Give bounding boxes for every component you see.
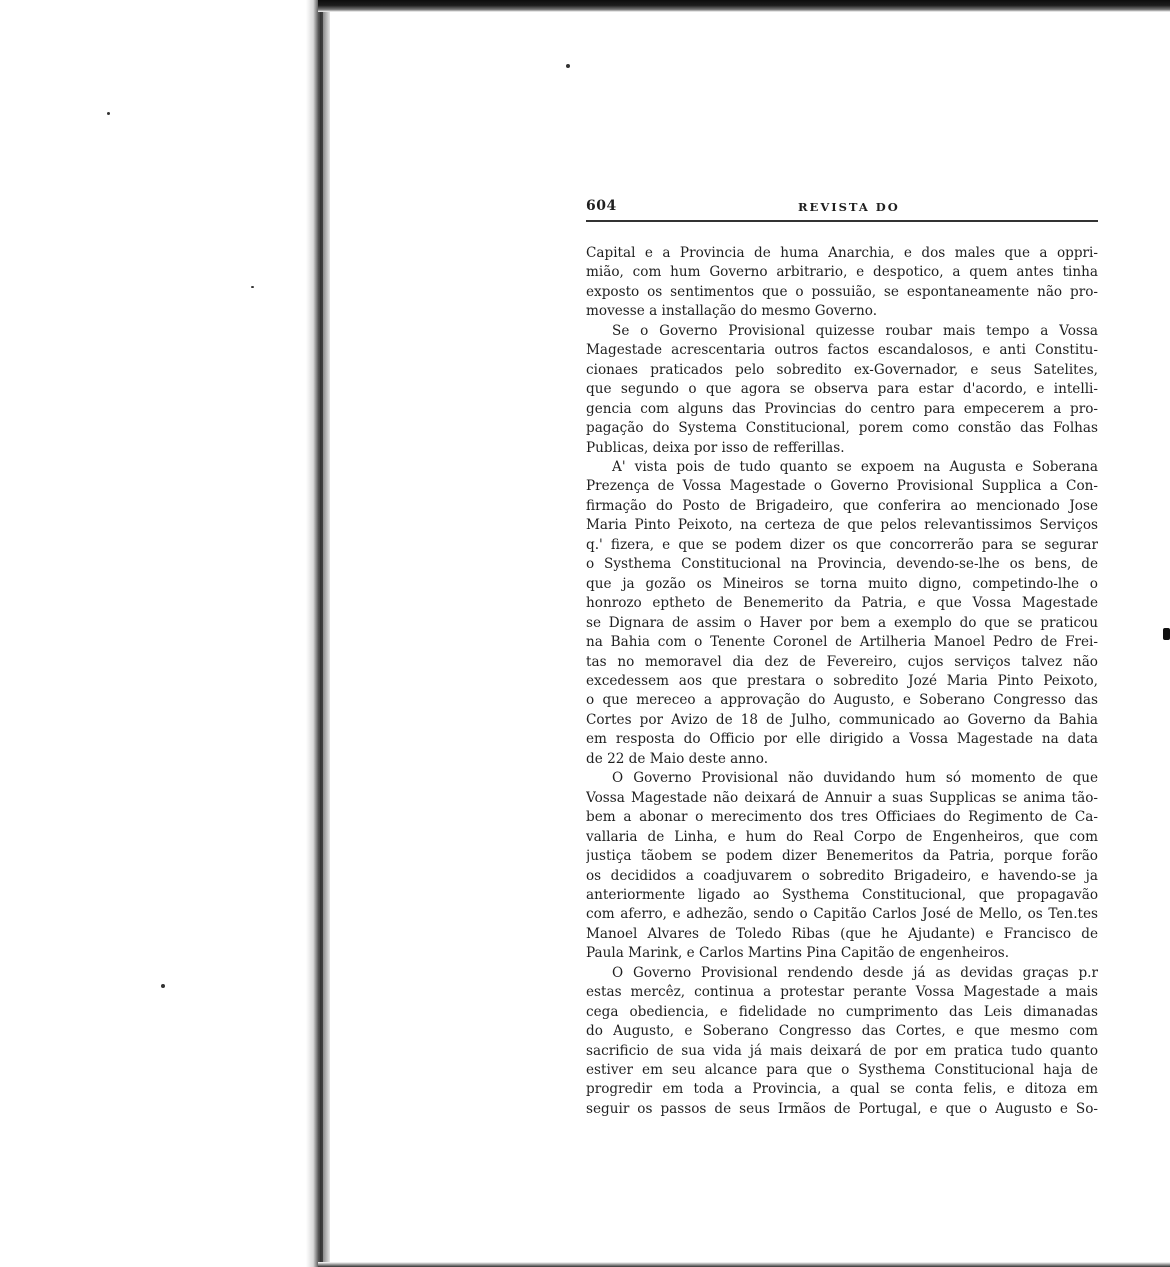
text-line: sacrificio de sua vida já mais deixará de por em pratica tudo quanto: [586, 1042, 1098, 1059]
text-line: Magestade acrescentaria outros factos escandalosos, e anti Constitu-: [586, 342, 1098, 359]
text-line: anteriormente ligado ao Systhema Constitucional, que propagavão: [586, 886, 1098, 903]
text-line: que ja gozão os Mineiros se torna muito digno, competindo-lhe o: [586, 575, 1098, 592]
text-line: na Bahia com o Tenente Coronel de Artilheria Manoel Pedro de Frei-: [586, 634, 1098, 651]
text-line: O Governo Provisional rendendo desde já as devidas graças p.r: [612, 964, 1098, 981]
text-line: excedessem aos que prestara o sobredito Jozé Maria Pinto Peixoto,: [586, 672, 1098, 689]
text-line: do Augusto, e Soberano Congresso das Cortes, e que mesmo com: [586, 1023, 1098, 1040]
text-line: honrozo eptheto de Benemerito da Patria, e que Vossa Magestade: [586, 595, 1098, 612]
text-line: O Governo Provisional não duvidando hum só momento de que: [612, 770, 1098, 787]
text-line: Prezença de Vossa Magestade o Governo Provisional Supplica a Con-: [586, 478, 1098, 495]
binding-edge-line: [320, 0, 323, 1267]
text-line: seguir os passos de seus Irmãos de Portugal, e que o Augusto e So-: [586, 1100, 1098, 1117]
text-line: o Systhema Constitucional na Provincia, devendo-se-lhe os bens, de: [586, 556, 1098, 573]
text-line: Publicas, deixa por isso de refferillas.: [586, 439, 845, 456]
text-line: com aferro, e adhezão, sendo o Capitão Carlos José de Mello, os Ten.tes: [586, 906, 1098, 923]
text-line: Se o Governo Provisional quizesse roubar mais tempo a Vossa: [612, 322, 1098, 339]
text-line: q.' fizera, e que se podem dizer os que concorrerão para se segurar: [586, 536, 1098, 553]
text-line: em resposta do Officio por elle dirigido a Vossa Magestade na data: [586, 731, 1098, 748]
text-line: se Dignara de assim o Haver por bem a exemplo do que se praticou: [586, 614, 1098, 631]
body-text: [586, 244, 1098, 1119]
text-line: mião, com hum Governo arbitrario, e despotico, a quem antes tinha: [586, 264, 1098, 281]
text-line: firmação do Posto de Brigadeiro, que conferira ao mencionado Jose: [586, 497, 1098, 514]
binding-gutter: [306, 0, 330, 1267]
speck: [251, 286, 254, 288]
left-blank-page: [0, 0, 318, 1267]
text-line: gencia com alguns das Provincias do centro para empecerem a pro-: [586, 400, 1098, 417]
text-line: progredir em toda a Provincia, a qual se conta felis, e ditoza em: [586, 1081, 1098, 1098]
text-line: bem a abonar o merecimento dos tres Officiaes do Regimento de Ca-: [586, 809, 1098, 826]
speck: [566, 64, 570, 68]
text-line: exposto os sentimentos que o possuião, se espontaneamente não pro-: [586, 283, 1098, 300]
text-line: movesse a installação do mesmo Governo.: [586, 303, 878, 320]
text-line: cionaes praticados pelo sobredito ex-Governador, e seus Satelites,: [586, 361, 1098, 378]
speck: [107, 112, 110, 115]
top-scan-border: [318, 0, 1170, 12]
text-line: vallaria de Linha, e hum do Real Corpo de Engenheiros, que com: [586, 828, 1098, 845]
printed-page: [586, 196, 1098, 1119]
page-number: 604: [586, 198, 617, 214]
text-line: o que mereceo a approvação do Augusto, e Soberano Congresso das: [586, 692, 1098, 709]
text-line: cega obediencia, e fidelidade no cumprimento das Leis dimanadas: [586, 1003, 1098, 1020]
text-line: A' vista pois de tudo quanto se expoem na Augusta e Soberana: [612, 458, 1098, 475]
text-line: de 22 de Maio deste anno.: [586, 750, 769, 767]
text-line: Manoel Alvares de Toledo Ribas (que he Ajudante) e Francisco de: [586, 925, 1098, 942]
text-line: Paula Marink, e Carlos Martins Pina Capitão de engenheiros.: [586, 945, 1010, 962]
text-line: justiça tãobem se podem dizer Benemeritos da Patria, porque forão: [586, 848, 1098, 865]
text-line: Capital e a Provincia de huma Anarchia, e dos males que a oppri-: [586, 245, 1098, 261]
text-line: que segundo o que agora se observa para estar d'acordo, e intelli-: [586, 381, 1098, 398]
bottom-scan-border: [318, 1262, 1170, 1267]
text-line: Vossa Magestade não deixará de Annuir a suas Supplicas se anima tão-: [586, 789, 1098, 806]
text-line: estas mercêz, continua a protestar perante Vossa Magestade a mais: [586, 984, 1098, 1001]
text-line: pagação do Systema Constitucional, porem como constão das Folhas: [586, 420, 1098, 437]
text-line: Cortes por Avizo de 18 de Julho, communicado ao Governo da Bahia: [586, 711, 1098, 728]
running-title: REVISTA DO: [798, 200, 900, 214]
speck: [161, 984, 165, 988]
text-line: os decididos a coadjuvarem o sobredito Brigadeiro, e havendo-se ja: [586, 867, 1098, 884]
right-edge-mark: [1163, 628, 1170, 640]
running-head: [586, 196, 1098, 222]
text-line: tas no memoravel dia dez de Fevereiro, cujos serviços talvez não: [586, 653, 1098, 670]
text-line: Maria Pinto Peixoto, na certeza de que pelos relevantissimos Serviços: [586, 517, 1098, 534]
text-line: estiver em seu alcance para que o Systhema Constitucional haja de: [586, 1062, 1098, 1079]
